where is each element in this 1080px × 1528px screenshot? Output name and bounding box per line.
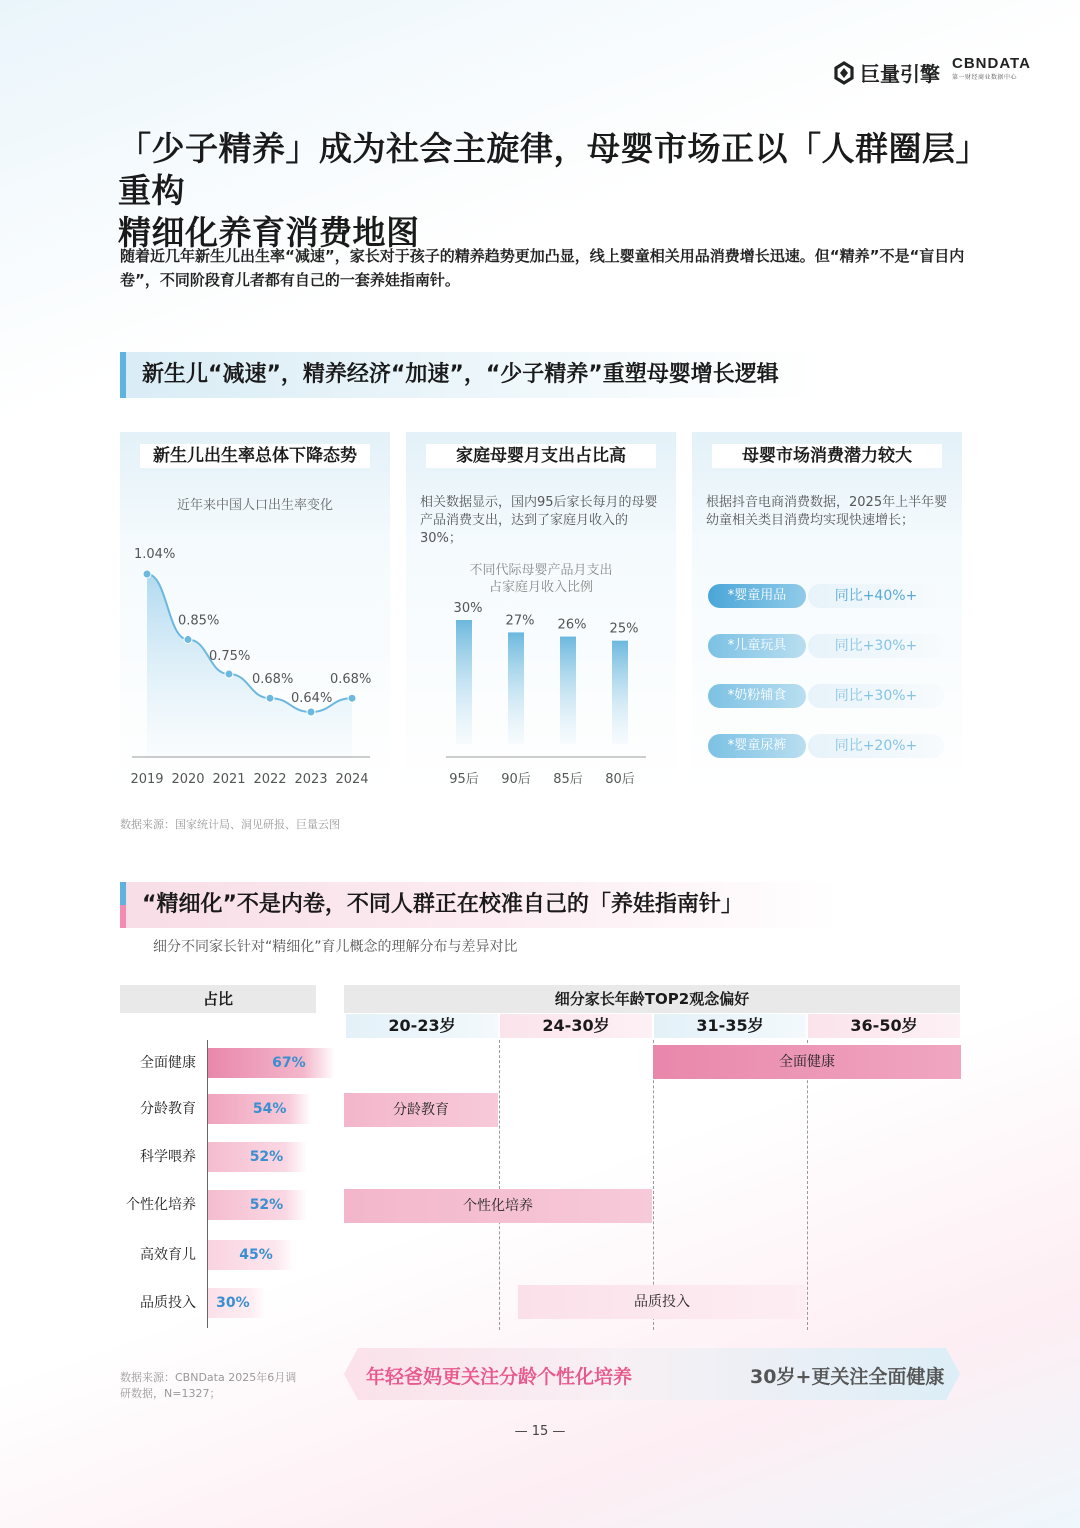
share-bar-label: 67% <box>272 1055 306 1071</box>
column-divider <box>807 1040 808 1330</box>
data-label: 0.68% <box>252 672 294 688</box>
panel-market-potential <box>692 432 962 790</box>
source-note-1: 数据来源：国家统计局、洞见研报、巨量云图 <box>120 818 340 831</box>
share-bar <box>208 1288 265 1318</box>
row-label: 科学喂养 <box>140 1149 196 1165</box>
share-bar-label: 52% <box>249 1197 284 1213</box>
section2-title: “精细化”不是内卷，不同人群正在校准自己的「养娃指南针」 <box>142 892 743 917</box>
juliang-logo-icon <box>832 61 856 85</box>
age-header-36-50: 36-50岁 <box>808 1014 960 1038</box>
cbndata-logo-subtext: 第一财经商业数据中心 <box>952 74 1018 81</box>
data-label: 1.04% <box>134 547 176 562</box>
share-bar-label: 52% <box>249 1149 284 1165</box>
data-label: 0.64% <box>291 691 333 706</box>
share-bar <box>208 1094 311 1124</box>
x-tick-label: 2019 <box>130 772 164 787</box>
pref-bar-age-education: 分龄教育 <box>344 1093 498 1127</box>
share-axis <box>207 1040 208 1328</box>
bar <box>508 632 524 744</box>
source-note-2: 数据来源：CBNData 2025年6月调研数据，N=1327； <box>120 1371 297 1400</box>
data-point <box>184 636 192 644</box>
x-tick-label: 80后 <box>605 772 635 787</box>
bar <box>612 641 628 744</box>
bar-label: 27% <box>505 613 535 629</box>
x-tick-label: 90后 <box>501 772 531 787</box>
x-tick-label: 2023 <box>294 772 328 787</box>
share-bar <box>208 1142 307 1172</box>
share-bar <box>208 1048 335 1078</box>
age-header-24-30: 24-30岁 <box>500 1014 652 1038</box>
growth-row <box>708 734 948 758</box>
data-label: 0.75% <box>209 649 251 665</box>
cbndata-logo-text: CBNDATA <box>952 55 1031 72</box>
growth-row <box>708 634 948 658</box>
page-title <box>118 128 998 254</box>
line-area <box>147 574 352 757</box>
growth-pill: 同比+40%+ <box>808 584 944 608</box>
panel1-subtitle: 近年来中国人口出生率变化 <box>176 498 333 513</box>
section2-subtitle: 细分不同家长针对“精细化”育儿概念的理解分布与差异对比 <box>153 939 518 955</box>
growth-pill: 同比+20%+ <box>808 734 944 758</box>
growth-pill: 同比+30%+ <box>808 684 944 708</box>
growth-pill: 同比+30%+ <box>808 634 944 658</box>
data-point <box>307 708 315 716</box>
bar-label: 26% <box>557 617 587 633</box>
cbndata-logo <box>952 56 1031 81</box>
data-point <box>266 694 274 702</box>
row-label: 高效育儿 <box>140 1247 196 1263</box>
x-tick-label: 85后 <box>553 772 583 787</box>
x-tick-label: 2024 <box>335 772 369 787</box>
banner-right-text: 30岁+更关注全面健康 <box>750 1366 945 1388</box>
section2-heading <box>120 882 840 928</box>
category-pill: *婴童尿裤 <box>708 734 806 758</box>
panel3-title: 母婴市场消费潜力较大 <box>712 444 942 468</box>
preference-header: 细分家长年龄TOP2观念偏好 <box>344 985 960 1013</box>
bar <box>560 637 576 744</box>
data-label: 0.85% <box>178 613 220 629</box>
row-label: 分龄教育 <box>140 1101 196 1117</box>
category-pill: *婴童用品 <box>708 584 806 608</box>
intro-paragraph: 随着近几年新生儿出生率“减速”，家长对于孩子的精养趋势更加凸显，线上婴童相关用品消费增长迅速。但“精养”不是“盲目内卷”，不同阶段育儿者都有自己的一套养娃指南针。 <box>120 247 965 289</box>
panel2-chart-title-line2: 占家庭月收入比例 <box>488 580 593 595</box>
share-bar <box>208 1190 307 1220</box>
section1-heading <box>120 352 820 398</box>
data-point <box>225 670 233 678</box>
birth-rate-line-chart <box>120 432 390 790</box>
x-tick-label: 2022 <box>253 772 287 787</box>
title-line-1: 「少子精养」成为社会主旋律，母婴市场正以「人群圈层」重构 <box>118 129 989 210</box>
age-header-31-35: 31-35岁 <box>654 1014 806 1038</box>
data-point <box>348 694 356 702</box>
share-bar-label: 30% <box>216 1295 250 1311</box>
panel2-title: 家庭母婴月支出占比高 <box>426 444 656 468</box>
panel2-chart-title-line1: 不同代际母婴产品月支出 <box>469 563 613 578</box>
share-header: 占比 <box>120 985 316 1013</box>
banner-left-text: 年轻爸妈更关注分龄个性化培养 <box>366 1366 633 1388</box>
panel1-title: 新生儿出生率总体下降态势 <box>140 444 370 468</box>
column-divider <box>499 1040 500 1330</box>
share-bar <box>208 1240 294 1270</box>
bar-label: 25% <box>609 621 639 637</box>
juliang-logo <box>832 58 940 87</box>
age-header-20-23: 20-23岁 <box>346 1014 498 1038</box>
growth-row <box>708 684 948 708</box>
panel-monthly-spend <box>406 432 676 790</box>
pref-bar-health: 全面健康 <box>653 1045 961 1079</box>
pref-bar-personalized: 个性化培养 <box>344 1189 652 1223</box>
juliang-logo-text: 巨量引擎 <box>860 62 940 86</box>
category-pill: *奶粉辅食 <box>708 684 806 708</box>
bar-label: 30% <box>453 601 483 616</box>
row-label: 品质投入 <box>140 1295 196 1311</box>
data-point <box>143 570 151 578</box>
pref-bar-quality: 品质投入 <box>518 1285 806 1319</box>
section1-title: 新生儿“减速”，精养经济“加速”，“少子精养”重塑母婴增长逻辑 <box>142 362 779 387</box>
category-pill: *儿童玩具 <box>708 634 806 658</box>
panel2-text: 相关数据显示，国内95后家长每月的母婴产品消费支出，达到了家庭月收入的30%； <box>420 495 658 546</box>
page-number: — 15 — <box>514 1424 566 1439</box>
row-label: 个性化培养 <box>126 1197 196 1213</box>
x-tick-label: 2021 <box>212 772 246 787</box>
bar <box>456 620 472 744</box>
share-bar-label: 45% <box>239 1247 273 1263</box>
panel-birth-rate <box>120 432 390 790</box>
growth-row <box>708 584 948 608</box>
spend-bar-chart <box>406 432 676 790</box>
title-line-2: 精细化养育消费地图 <box>118 213 420 252</box>
x-tick-label: 95后 <box>449 772 479 787</box>
panel3-text: 根据抖音电商消费数据，2025年上半年婴幼童相关类目消费均实现快速增长； <box>706 495 948 528</box>
share-bar-label: 54% <box>252 1101 287 1117</box>
data-label: 0.68% <box>330 672 372 688</box>
row-label: 全面健康 <box>140 1055 196 1071</box>
x-tick-label: 2020 <box>171 772 205 787</box>
